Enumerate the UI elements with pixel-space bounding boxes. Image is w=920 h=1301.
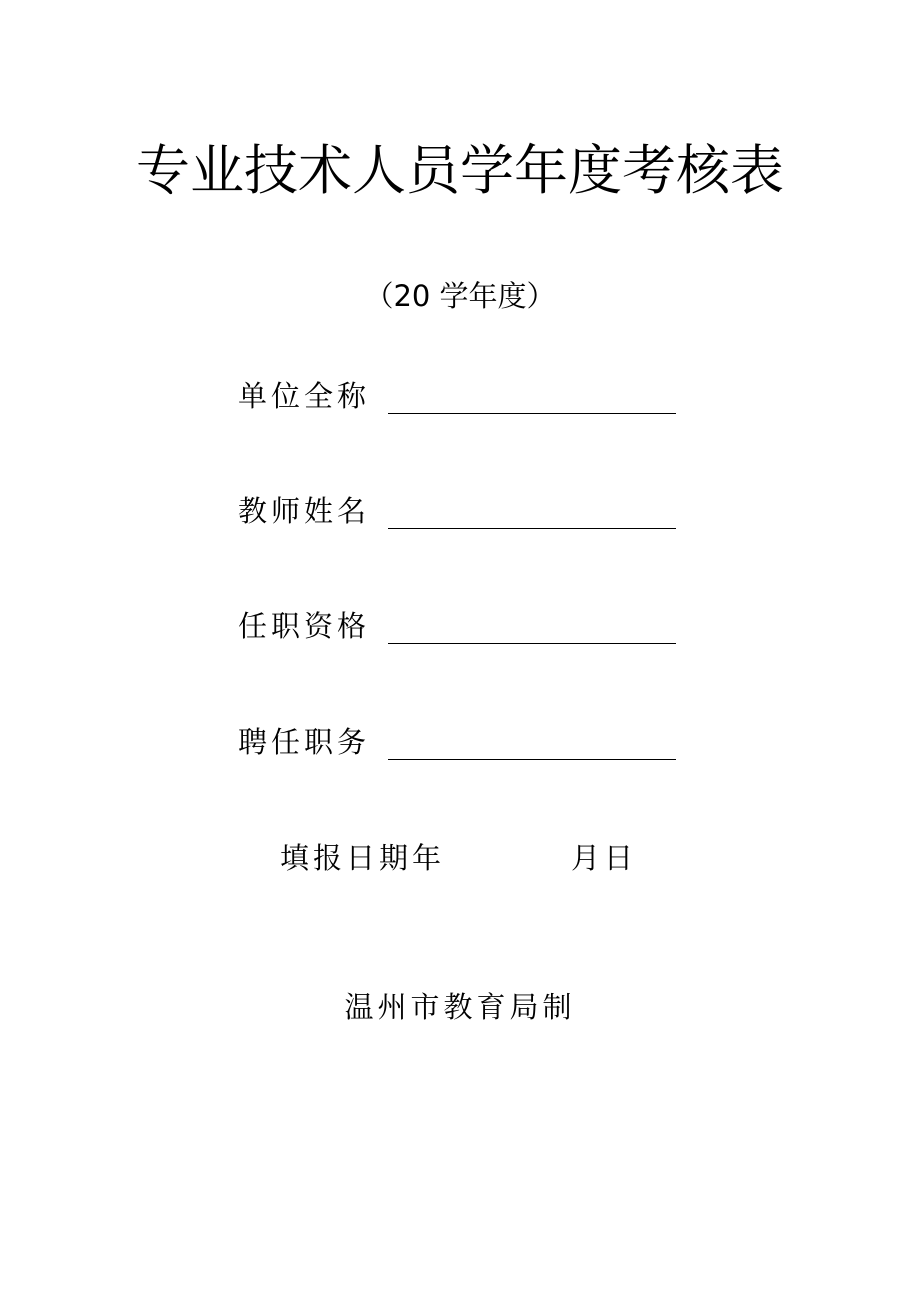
field-qualification-label: 任职资格	[238, 609, 371, 643]
field-qualification-blank[interactable]	[388, 643, 676, 644]
field-appointed-position	[238, 722, 370, 762]
field-unit-name	[238, 376, 370, 416]
field-teacher-name	[238, 491, 370, 531]
field-unit-name-blank[interactable]	[388, 413, 676, 414]
field-teacher-name-blank[interactable]	[388, 528, 676, 529]
field-appointed-position-blank[interactable]	[388, 759, 676, 760]
form-title: 专业技术人员学年度考核表	[136, 139, 784, 202]
academic-year-subtitle: （20 学年度）	[364, 279, 556, 313]
field-unit-name-label: 单位全称	[238, 379, 371, 413]
field-qualification	[238, 606, 370, 646]
fill-date-month-day: 月日	[571, 841, 638, 875]
fill-date-label: 填报日期年	[280, 841, 446, 875]
field-teacher-name-label: 教师姓名	[238, 494, 371, 528]
field-appointed-position-label: 聘任职务	[238, 725, 371, 759]
issuer-label: 温州市教育局制	[344, 990, 576, 1024]
